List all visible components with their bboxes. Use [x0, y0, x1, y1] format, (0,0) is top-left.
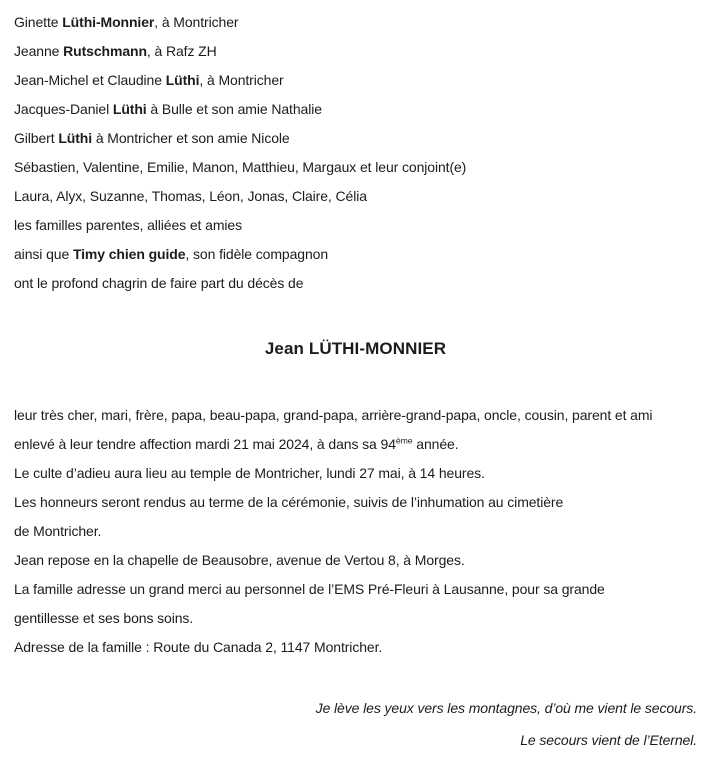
deceased-name: Jean LÜTHI-MONNIER [264, 339, 447, 358]
family-list [14, 8, 697, 298]
body-line: gentillesse et ses bons soins. [14, 610, 194, 626]
scripture-line: Le secours vient de l’Eternel. [520, 732, 697, 748]
family-line: Gilbert Lüthi à Montricher et son amie Nicole [14, 130, 290, 146]
body-line: enlevé à leur tendre affection mardi 21 mai 2024, à dans sa 94ème année. [14, 435, 459, 452]
family-line: ainsi que Timy chien guide, son fidèle compagnon [14, 246, 329, 262]
body-line: de Montricher. [14, 523, 102, 539]
body-line: Jean repose en la chapelle de Beausobre, avenue de Vertou 8, à Morges. [14, 552, 465, 568]
body-line: Adresse de la famille : Route du Canada 2, 1147 Montricher. [14, 639, 383, 655]
family-line: Ginette Lüthi-Monnier, à Montricher [14, 14, 239, 30]
family-line: les familles parentes, alliées et amies [14, 217, 242, 233]
family-line: Jean-Michel et Claudine Lüthi, à Montricher [14, 72, 284, 88]
scripture-quote [14, 692, 697, 756]
body-line: La famille adresse un grand merci au personnel de l’EMS Pré-Fleuri à Lausanne, pour sa grande [14, 581, 605, 597]
family-line: Jeanne Rutschmann, à Rafz ZH [14, 43, 217, 59]
body-line: Les honneurs seront rendus au terme de la cérémonie, suivis de l’inhumation au cimetière [14, 494, 564, 510]
family-line: ont le profond chagrin de faire part du décès de [14, 275, 304, 291]
family-line: Jacques-Daniel Lüthi à Bulle et son amie Nathalie [14, 101, 322, 117]
family-line: Sébastien, Valentine, Emilie, Manon, Matthieu, Margaux et leur conjoint(e) [14, 159, 467, 175]
body-line: leur très cher, mari, frère, papa, beau-papa, grand-papa, arrière-grand-papa, oncle, cousin, parent et ami [14, 407, 653, 423]
scripture-line: Je lève les yeux vers les montagnes, d’où me vient le secours. [315, 700, 697, 716]
body-line: Le culte d’adieu aura lieu au temple de Montricher, lundi 27 mai, à 14 heures. [14, 465, 485, 481]
announcement-body [14, 401, 697, 662]
family-line: Laura, Alyx, Suzanne, Thomas, Léon, Jonas, Claire, Célia [14, 188, 367, 204]
